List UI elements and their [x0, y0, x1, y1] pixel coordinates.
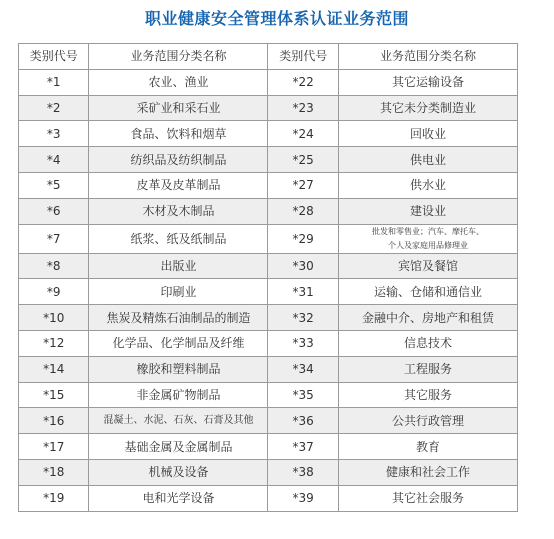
table-row	[19, 198, 518, 224]
table-row	[19, 356, 518, 382]
business-scope-table	[18, 43, 518, 512]
category-name: 化学品、化学制品及纤维	[89, 330, 268, 356]
category-name: 出版业	[89, 253, 268, 279]
category-name: 电和光学设备	[89, 485, 268, 511]
category-name: 焦炭及精炼石油制品的制造	[89, 305, 268, 331]
category-code: *8	[19, 253, 89, 279]
category-code: *12	[19, 330, 89, 356]
category-name: 教育	[338, 434, 517, 460]
category-name: 建设业	[338, 198, 517, 224]
table-row	[19, 330, 518, 356]
category-name: 其它未分类制造业	[338, 95, 517, 121]
table-row	[19, 95, 518, 121]
table-row	[19, 172, 518, 198]
category-code: *3	[19, 121, 89, 147]
category-name: 农业、渔业	[89, 69, 268, 95]
category-name-line: 批发和零售业；汽车、摩托车、	[371, 226, 484, 236]
category-code: *4	[19, 147, 89, 173]
table-row	[19, 224, 518, 253]
category-code: *31	[268, 279, 338, 305]
category-code: *36	[268, 408, 338, 434]
category-code: *33	[268, 330, 338, 356]
category-code: *10	[19, 305, 89, 331]
category-name: 健康和社会工作	[338, 459, 517, 485]
category-name: 公共行政管理	[338, 408, 517, 434]
category-name: 皮革及皮革制品	[89, 172, 268, 198]
category-name: 宾馆及餐馆	[338, 253, 517, 279]
category-name: 金融中介、房地产和租赁	[338, 305, 517, 331]
category-code: *27	[268, 172, 338, 198]
category-name	[338, 224, 517, 253]
category-name: 工程服务	[338, 356, 517, 382]
header-code-left: 类别代号	[19, 44, 89, 70]
category-code: *1	[19, 69, 89, 95]
table-row	[19, 434, 518, 460]
category-name: 非金属矿物制品	[89, 382, 268, 408]
category-code: *23	[268, 95, 338, 121]
category-code: *32	[268, 305, 338, 331]
category-code: *37	[268, 434, 338, 460]
category-code: *25	[268, 147, 338, 173]
category-code: *7	[19, 224, 89, 253]
category-code: *28	[268, 198, 338, 224]
category-code: *17	[19, 434, 89, 460]
category-name: 木材及木制品	[89, 198, 268, 224]
header-name-left: 业务范围分类名称	[89, 44, 268, 70]
category-code: *16	[19, 408, 89, 434]
category-code: *14	[19, 356, 89, 382]
header-code-right: 类别代号	[268, 44, 338, 70]
category-name: 纸浆、纸及纸制品	[89, 224, 268, 253]
table-row	[19, 382, 518, 408]
table-row	[19, 69, 518, 95]
header-name-right: 业务范围分类名称	[338, 44, 517, 70]
category-code: *18	[19, 459, 89, 485]
category-code: *39	[268, 485, 338, 511]
category-code: *30	[268, 253, 338, 279]
category-name: 其它服务	[338, 382, 517, 408]
category-name: 信息技术	[338, 330, 517, 356]
category-name: 其它社会服务	[338, 485, 517, 511]
category-name: 纺织品及纺织制品	[89, 147, 268, 173]
category-name: 其它运输设备	[338, 69, 517, 95]
category-name: 机械及设备	[89, 459, 268, 485]
category-name: 橡胶和塑料制品	[89, 356, 268, 382]
table-header-row	[19, 44, 518, 70]
table-row	[19, 305, 518, 331]
page-title: 职业健康安全管理体系认证业务范围	[144, 9, 409, 28]
category-code: *38	[268, 459, 338, 485]
table-row	[19, 459, 518, 485]
table-row	[19, 485, 518, 511]
category-code: *22	[268, 69, 338, 95]
category-name: 供电业	[338, 147, 517, 173]
category-code: *29	[268, 224, 338, 253]
table-row	[19, 253, 518, 279]
category-code: *34	[268, 356, 338, 382]
category-code: *6	[19, 198, 89, 224]
category-code: *5	[19, 172, 89, 198]
category-name: 食品、饮料和烟草	[89, 121, 268, 147]
table-row	[19, 121, 518, 147]
category-name-line: 个人及家庭用品修理业	[387, 240, 468, 250]
table-row	[19, 279, 518, 305]
category-name: 混凝土、水泥、石灰、石膏及其他	[89, 408, 268, 434]
category-name: 供水业	[338, 172, 517, 198]
category-code: *2	[19, 95, 89, 121]
category-name: 采矿业和采石业	[89, 95, 268, 121]
category-name: 基础金属及金属制品	[89, 434, 268, 460]
table-row	[19, 408, 518, 434]
category-name: 运输、仓储和通信业	[338, 279, 517, 305]
category-code: *15	[19, 382, 89, 408]
category-code: *9	[19, 279, 89, 305]
table-row	[19, 147, 518, 173]
category-code: *19	[19, 485, 89, 511]
category-code: *35	[268, 382, 338, 408]
category-name: 回收业	[338, 121, 517, 147]
category-code: *24	[268, 121, 338, 147]
category-name: 印刷业	[89, 279, 268, 305]
